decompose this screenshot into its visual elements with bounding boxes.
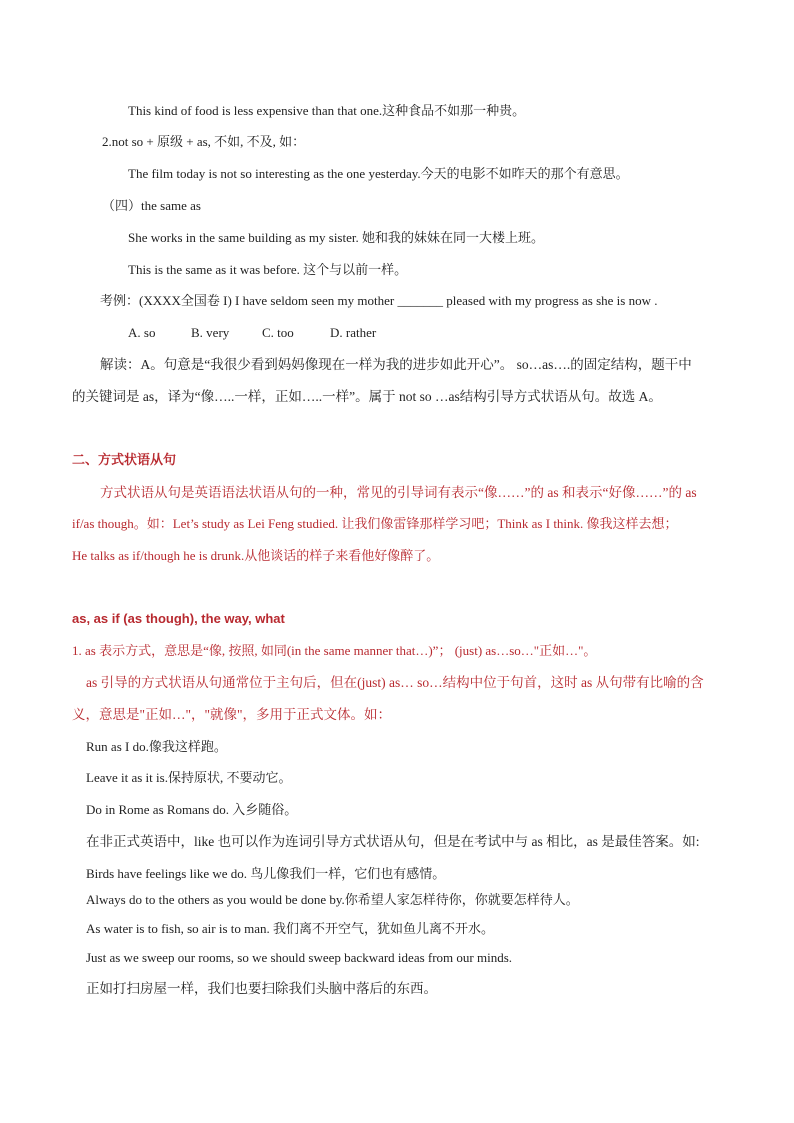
manner-intro-line3: He talks as if/though he is drunk.从他谈话的样子来看他好像醉了。 [72, 548, 440, 563]
manner-intro-line2: if/as though。如：Let’s study as Lei Feng studied. 让我们像雷锋那样学习吧；Think as I think. 像我这样去想； [72, 516, 678, 531]
example-run-as-i-do: Run as I do.像我这样跑。 [86, 739, 227, 754]
example-sweep-translation: 正如打扫房屋一样，我们也要扫除我们头脑中落后的东西。 [86, 981, 437, 996]
example-always-do: Always do to the others as you would be done by.你希望人家怎样待你，你就要怎样待人。 [86, 892, 579, 907]
example-same-before: This is the same as it was before. 这个与以前一样。 [128, 262, 408, 277]
like-note: 在非正式英语中，like 也可以作为连词引导方式状语从句，但是在考试中与 as 相比，as 是最佳答案。如: [86, 834, 700, 849]
example-do-in-rome: Do in Rome as Romans do. 入乡随俗。 [86, 802, 298, 817]
section-heading-as-as-if: as, as if (as though), the way, what [72, 611, 285, 626]
manner-intro-line1: 方式状语从句是英语语法状语从句的一种，常见的引导词有表示“像……”的 as 和表示“好像……”的 as [100, 485, 697, 500]
same-as-heading: （四）the same as [102, 198, 201, 213]
example-water-fish: As water is to fish, so air is to man. 我们离不开空气，犹如鱼儿离不开水。 [86, 921, 495, 936]
as-note-line2: 义，意思是"正如…"，"就像"，多用于正式文体。如： [72, 707, 392, 722]
as-note-line1: as 引导的方式状语从句通常位于主句后，但在(just) as… so…结构中位于句首，这时 as 从句带有比喻的含 [86, 675, 704, 690]
exam-option-c: C. too [262, 325, 294, 340]
section-heading-manner-clause: 二、方式状语从句 [72, 452, 177, 467]
example-less-expensive: This kind of food is less expensive than that one.这种食品不如那一种贵。 [128, 103, 526, 118]
as-point-1: 1. as 表示方式，意思是“像, 按照, 如同(in the same manner that…)”； (just) as…so…"正如…"。 [72, 643, 597, 658]
rule-not-so: 2.not so + 原级 + as, 不如, 不及, 如： [102, 134, 306, 149]
example-leave-it: Leave it as it is.保持原状, 不要动它。 [86, 770, 292, 785]
exam-option-b: B. very [191, 325, 230, 340]
example-sweep-rooms: Just as we sweep our rooms, so we should sweep backward ideas from our minds. [86, 950, 513, 965]
example-not-so: The film today is not so interesting as the one yesterday.今天的电影不如昨天的那个有意思。 [128, 166, 629, 181]
exam-option-d: D. rather [330, 325, 377, 340]
exam-option-a: A. so [128, 325, 156, 340]
exam-explanation-line1: 解读：A。句意是“我很少看到妈妈像现在一样为我的进步如此开心”。 so…as….的固定结构，题干中 [100, 357, 692, 372]
example-birds: Birds have feelings like we do. 鸟儿像我们一样，它们也有感情。 [86, 866, 446, 881]
example-same-building: She works in the same building as my sister. 她和我的妹妹在同一大楼上班。 [128, 230, 544, 245]
exam-explanation-line2: 的关键词是 as，译为“像…..一样，正如…..一样”。属于 not so …as结构引导方式状语从句。故选 A。 [72, 389, 662, 404]
exam-question: 考例：(XXXX全国卷 I) I have seldom seen my mother _______ pleased with my progress as she is now . [100, 293, 658, 308]
